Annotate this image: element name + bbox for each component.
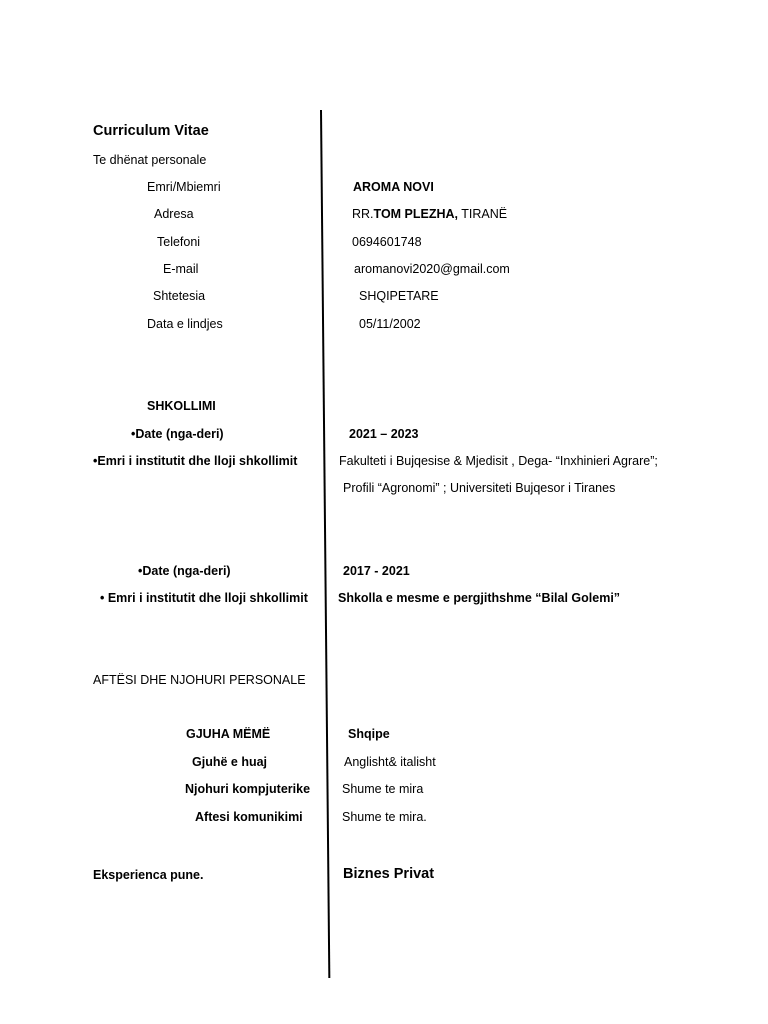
education-1-date-value: 2021 – 2023: [349, 427, 419, 441]
education-1-date-label: •Date (nga-deri): [131, 427, 224, 441]
education-heading: SHKOLLIMI: [147, 399, 216, 413]
cv-title: Curriculum Vitae: [93, 123, 209, 139]
cv-divider-line: [320, 110, 330, 978]
address-label: Adresa: [154, 207, 194, 221]
mother-tongue-label: GJUHA MËMË: [186, 727, 271, 741]
personal-section-heading: Te dhënat personale: [93, 153, 207, 167]
address-city: TIRANË: [458, 207, 508, 221]
computer-skills-value: Shume te mira: [342, 782, 424, 796]
education-2-institution-line1: Shkolla e mesme e pergjithshme “Bilal Golemi”: [338, 591, 621, 605]
mother-tongue-value: Shqipe: [348, 727, 390, 741]
birthdate-value: 05/11/2002: [359, 317, 421, 331]
birthdate-label: Data e lindjes: [147, 317, 223, 331]
education-1-institution-line2: Profili “Agronomi” ; Universiteti Bujqesor i Tiranes: [343, 481, 616, 495]
skills-heading: AFTËSI DHE NJOHURI PERSONALE: [93, 673, 306, 687]
education-2-date-value: 2017 - 2021: [343, 564, 410, 578]
education-2-institution-label: • Emri i institutit dhe lloji shkollimit: [100, 591, 308, 605]
experience-value: Biznes Privat: [343, 866, 435, 882]
communication-skills-label: Aftesi komunikimi: [195, 810, 303, 824]
email-label: E-mail: [163, 262, 199, 276]
email-value: aromanovi2020@gmail.com: [354, 262, 510, 276]
foreign-language-label: Gjuhë e huaj: [192, 755, 268, 769]
phone-value: 0694601748: [352, 235, 422, 249]
address-value: [352, 206, 507, 222]
name-value: AROMA NOVI: [353, 180, 434, 194]
education-1-institution-label: •Emri i institutit dhe lloji shkollimit: [93, 454, 298, 468]
name-label: Emri/Mbiemri: [147, 180, 221, 194]
phone-label: Telefoni: [157, 235, 201, 249]
experience-label: Eksperienca pune.: [93, 868, 204, 882]
communication-skills-value: Shume te mira.: [342, 810, 427, 824]
address-street: TOM PLEZHA,: [373, 207, 459, 221]
foreign-language-value: Anglisht& italisht: [344, 755, 436, 769]
education-2-date-label: •Date (nga-deri): [138, 564, 231, 578]
address-prefix: RR.: [352, 207, 374, 221]
citizenship-value: SHQIPETARE: [359, 289, 439, 303]
education-1-institution-line1: Fakulteti i Bujqesise & Mjedisit , Dega- “Inxhinieri Agrare”;: [339, 454, 658, 468]
computer-skills-label: Njohuri kompjuterike: [185, 782, 311, 796]
citizenship-label: Shtetesia: [153, 289, 206, 303]
